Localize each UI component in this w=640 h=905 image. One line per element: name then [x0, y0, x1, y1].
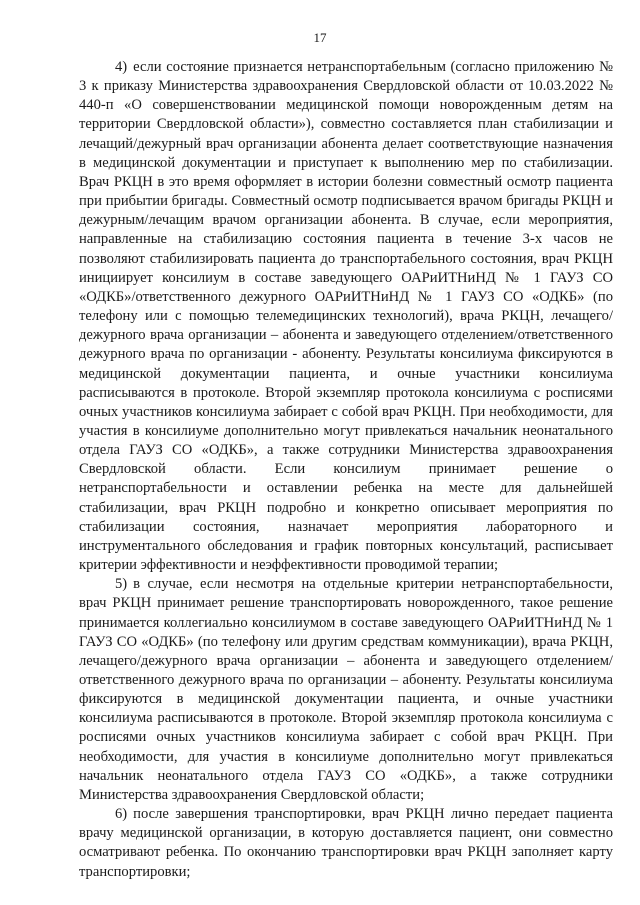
- list-item-5-number: 5): [115, 576, 128, 593]
- list-item-4: [79, 58, 613, 575]
- document-body: [79, 58, 613, 882]
- list-item-6-number: 6): [115, 806, 128, 823]
- list-item-6-text: после завершения транспортировки, врач РКЦН лично передает пациента врачу медицинской организации, в которую доставляется пациент, они совместно осматривают ребенка. По окончанию транспортировки врач РКЦН заполняет карту транспортировки;: [79, 806, 613, 880]
- list-item-6: [79, 805, 613, 882]
- list-item-5: [79, 575, 613, 805]
- list-item-4-text: если состояние признается нетранспортабельным (согласно приложению № 3 к приказу Министерства здравоохранения Свердловской области от 10.03.2022 № 440-п «О совершенствовании медицинской помощи новорожденным детям на территории Свердловской области»), совместно составляется план стабилизации и лечащий/дежурный врач организации абонента делает соответствующие назначения в медицинской документации и приступает к выполнению мер по стабилизации. Врач РКЦН в это время оформляет в истории болезни совместный осмотр пациента при прибытии бригады. Совместный осмотр подписывается врачом бригады РКЦН и дежурным/лечащим врачом организации абонента. В случае, если мероприятия, направленные на стабилизацию состояния пациента в течение 3-х часов не позволяют стабилизировать пациента до транспортабельного состояния, врач РКЦН инициирует консилиум в составе заведующего ОАРиИТНиНД № 1 ГАУЗ СО «ОДКБ»/ответственного дежурного ОАРиИТНиНД № 1 ГАУЗ СО «ОДКБ» (по телефону или с помощью телемедицинских технологий), врача РКЦН, лечащего/дежурного врача организации – абонента и заведующего отделением/ответственного дежурного врача по организации - абоненту. Результаты консилиума фиксируются в медицинской документации пациента, и очные участники консилиума расписываются в протоколе. Второй экземпляр протокола консилиума с росписями очных участников консилиума забирает с собой врач РКЦН. При необходимости, для участия в консилиуме дополнительно могут привлекаться начальник неонатального отдела ГАУЗ СО «ОДКБ», а также сотрудники Министерства здравоохранения Свердловской области. Если консилиум принимает решение о нетранспортабельности и оставлении ребенка на месте для дальнейшей стабилизации, врач РКЦН подробно и конкретно описывает мероприятия по стабилизации состояния, назначает мероприятия лабораторного и инструментального обследования и график повторных консультаций, расписывает критерии эффективности и неэффективности проводимой терапии;: [79, 59, 613, 574]
- page-number: 17: [313, 30, 327, 45]
- list-item-4-number: 4): [115, 59, 128, 75]
- list-item-5-text: в случае, если несмотря на отдельные критерии нетранспортабельности, врач РКЦН принимает решение транспортировать новорожденного, такое решение принимается коллегиально консилиумом в составе заведующего ОАРиИТНиНД № 1 ГАУЗ СО «ОДКБ» (по телефону или другим средствам коммуникации), врача РКЦН, лечащего/дежурного врача организации – абонента и заведующего отделением/ответственного дежурного врача по организации – абоненту. Результаты консилиума фиксируются в медицинской документации пациента, и очные участники консилиума расписываются в протоколе. Второй экземпляр протокола консилиума с росписями очных участников консилиума забирает с собой врач РКЦН. При необходимости, для участия в консилиуме дополнительно могут привлекаться начальник неонатального отдела ГАУЗ СО «ОДКБ», а также сотрудники Министерства здравоохранения Свердловской области;: [79, 576, 613, 803]
